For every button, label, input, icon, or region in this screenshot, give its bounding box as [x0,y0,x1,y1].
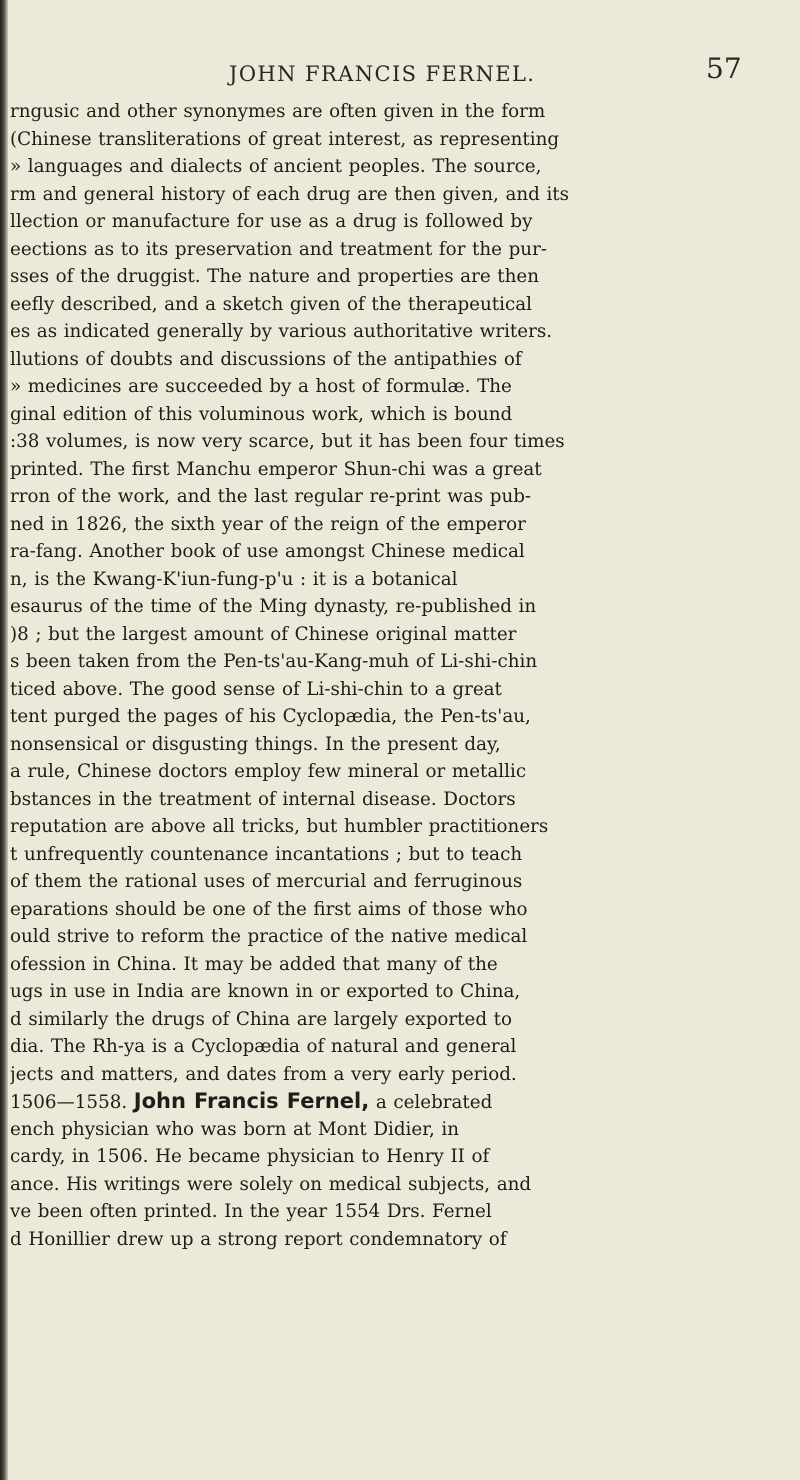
text-line: a rule, Chinese doctors employ few mineral or metallic [10,761,527,782]
text-line: bstances in the treatment of internal disease. Doctors [10,788,516,810]
text-line: d similarly the drugs of China are largely exported to [10,1008,512,1030]
text-line: t unfrequently countenance incantations ; but to teach [10,843,523,865]
page-gutter [0,0,8,1480]
text-line: d Honillier drew up a strong report condemnatory of [10,1228,507,1250]
text-line: :38 volumes, is now very scarce, but it has been four times [10,431,565,452]
text-line: dia. The Rh-ya is a Cyclopædia of natural and general [10,1036,517,1057]
text-line: rm and general history of each drug are then given, and its [10,183,570,205]
text-line: rron of the work, and the last regular re-print was pub- [10,486,532,507]
running-header [0,52,800,92]
text-line: nonsensical or disgusting things. In the present day, [10,733,501,755]
text-line: eparations should be one of the first aims of those who [10,898,528,920]
text-line: )8 ; but the largest amount of Chinese original matter [10,623,517,645]
text-line: ginal edition of this voluminous work, which is bound [10,403,513,425]
text-line: jects and matters, and dates from a very early period. [10,1063,517,1085]
text-line: llection or manufacture for use as a drug is followed by [10,211,533,232]
text-line: eefly described, and a sketch given of the therapeutical [10,293,532,315]
text-line: esaurus of the time of the Ming dynasty, re-published in [10,596,537,617]
text-line: (Chinese transliterations of great interest, as representing [10,128,560,150]
text-line: » medicines are succeeded by a host of formulæ. The [10,376,512,397]
entry-heading: John Francis Fernel, [133,1089,370,1113]
text-line: ve been often printed. In the year 1554 Drs. Fernel [10,1201,492,1222]
text-line: es as indicated generally by various authoritative writers. [10,321,553,342]
text-line: tent purged the pages of his Cyclopædia, the Pen-ts'au, [10,706,531,727]
text-line: printed. The first Manchu emperor Shun-chi was a great [10,458,542,480]
text-line: n, is the Kwang-K'iun-fung-p'u : it is a botanical [10,568,458,590]
text-line: s been taken from the Pen-ts'au-Kang-muh of Li-shi-chin [10,651,538,672]
text-line: ra-fang. Another book of use amongst Chinese medical [10,541,525,562]
text-line: ugs in use in India are known in or exported to China, [10,981,521,1002]
entry-heading-line [10,1088,790,1116]
entry-dates: 1506—1558. [10,1092,134,1113]
text-line: ench physician who was born at Mont Didier, in [10,1118,459,1140]
entry-heading-continuation: a celebrated [369,1092,493,1113]
body-text [10,98,790,1253]
text-line: ticed above. The good sense of Li-shi-chin to a great [10,678,502,700]
text-line: ofession in China. It may be added that many of the [10,953,498,975]
text-line: ned in 1826, the sixth year of the reign of the emperor [10,513,526,535]
text-line: rngusic and other synonymes are often given in the form [10,101,546,122]
text-line: of them the rational uses of mercurial and ferruginous [10,871,523,892]
text-line: cardy, in 1506. He became physician to Henry II of [10,1146,490,1167]
text-line: eections as to its preservation and treatment for the pur- [10,238,547,260]
page-number: 57 [706,52,742,85]
text-line: llutions of doubts and discussions of the antipathies of [10,348,522,370]
text-line: ance. His writings were solely on medical subjects, and [10,1173,532,1195]
text-line: » languages and dialects of ancient peoples. The source, [10,156,542,177]
text-line: ould strive to reform the practice of the native medical [10,926,528,947]
text-line: reputation are above all tricks, but humbler practitioners [10,816,549,837]
text-line: sses of the druggist. The nature and properties are then [10,266,539,287]
running-title: JOHN FRANCIS FERNEL. [229,62,536,86]
